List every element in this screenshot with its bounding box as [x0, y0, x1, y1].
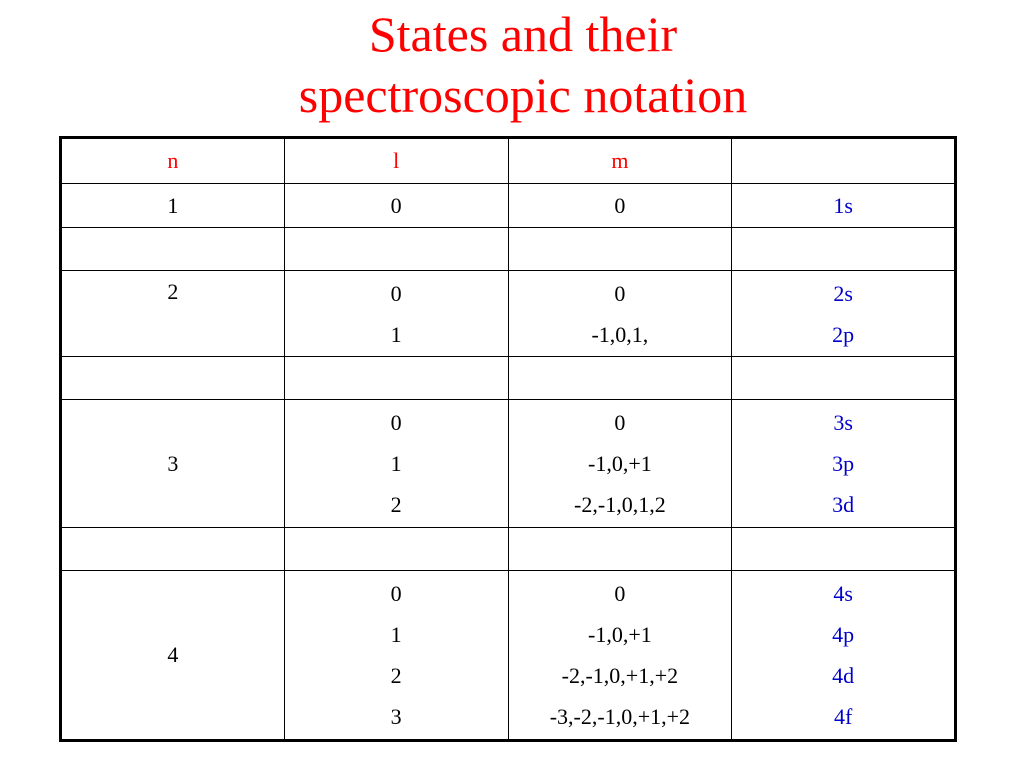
spacer-cell	[508, 528, 732, 571]
cell-l-value: 3	[390, 704, 402, 729]
cell-m	[508, 400, 732, 528]
table-header-row	[61, 138, 956, 184]
cell-m-value: 0	[614, 280, 626, 306]
cell-notation-value: 3d	[832, 492, 855, 517]
cell-m-value: -1,0,1,	[591, 321, 649, 347]
cell-m-value: 0	[614, 193, 626, 218]
cell-l-value: 0	[390, 193, 402, 218]
slide-title-line-1: States and their	[368, 6, 678, 62]
cell-l	[284, 571, 508, 741]
spacer-cell	[732, 228, 956, 271]
cell-m	[508, 271, 732, 357]
table-row	[61, 571, 956, 741]
cell-notation-value: 2s	[833, 280, 853, 306]
cell-notation	[732, 571, 956, 741]
cell-l	[284, 184, 508, 228]
cell-notation	[732, 271, 956, 357]
spacer-cell	[61, 228, 285, 271]
spacer-row	[61, 357, 956, 400]
cell-m-value: -1,0,+1	[588, 622, 652, 647]
cell-notation-value: 3s	[833, 410, 853, 435]
header-n: n	[61, 138, 285, 184]
cell-m	[508, 571, 732, 741]
cell-l-value: 0	[390, 581, 402, 606]
cell-m-value: -2,-1,0,1,2	[574, 492, 666, 517]
spacer-row	[61, 528, 956, 571]
spacer-cell	[284, 528, 508, 571]
cell-notation-value: 4f	[833, 704, 853, 729]
cell-notation	[732, 184, 956, 228]
cell-l	[284, 400, 508, 528]
cell-m	[508, 184, 732, 228]
spacer-cell	[61, 528, 285, 571]
cell-notation-value: 3p	[832, 451, 855, 476]
cell-notation-value: 4s	[833, 581, 853, 606]
cell-m-value: 0	[614, 410, 626, 435]
header-l: l	[284, 138, 508, 184]
header-m: m	[508, 138, 732, 184]
spacer-cell	[732, 357, 956, 400]
spacer-cell	[61, 357, 285, 400]
cell-l-value: 0	[390, 410, 402, 435]
slide-title	[0, 4, 1024, 126]
cell-m-value: -1,0,+1	[588, 451, 652, 476]
cell-notation-value: 4p	[832, 622, 855, 647]
spacer-cell	[508, 228, 732, 271]
table-row	[61, 400, 956, 528]
cell-n: 1	[61, 184, 285, 228]
table-row	[61, 184, 956, 228]
spacer-row	[61, 228, 956, 271]
slide-title-line-2: spectroscopic notation	[298, 67, 748, 123]
cell-notation	[732, 400, 956, 528]
cell-m-value: -2,-1,0,+1,+2	[561, 663, 679, 688]
cell-notation-value: 4d	[832, 663, 855, 688]
states-table	[59, 136, 957, 742]
table-row	[61, 271, 956, 357]
cell-notation-value: 1s	[833, 193, 853, 218]
cell-l-value: 2	[390, 663, 402, 688]
cell-l-value: 0	[390, 280, 402, 306]
cell-m-value: -3,-2,-1,0,+1,+2	[549, 704, 691, 729]
spacer-cell	[284, 228, 508, 271]
spacer-cell	[508, 357, 732, 400]
cell-notation-value: 2p	[832, 321, 855, 347]
spacer-cell	[284, 357, 508, 400]
cell-n: 3	[61, 400, 285, 528]
spacer-cell	[732, 528, 956, 571]
cell-m-value: 0	[614, 581, 626, 606]
cell-n: 4	[61, 571, 285, 741]
cell-l-value: 2	[390, 492, 402, 517]
cell-n-value: 2	[167, 279, 179, 304]
cell-n	[61, 271, 285, 357]
header-notation	[732, 138, 956, 184]
cell-l-value: 1	[390, 451, 402, 476]
cell-l-value: 1	[390, 321, 402, 347]
cell-l	[284, 271, 508, 357]
cell-l-value: 1	[390, 622, 402, 647]
